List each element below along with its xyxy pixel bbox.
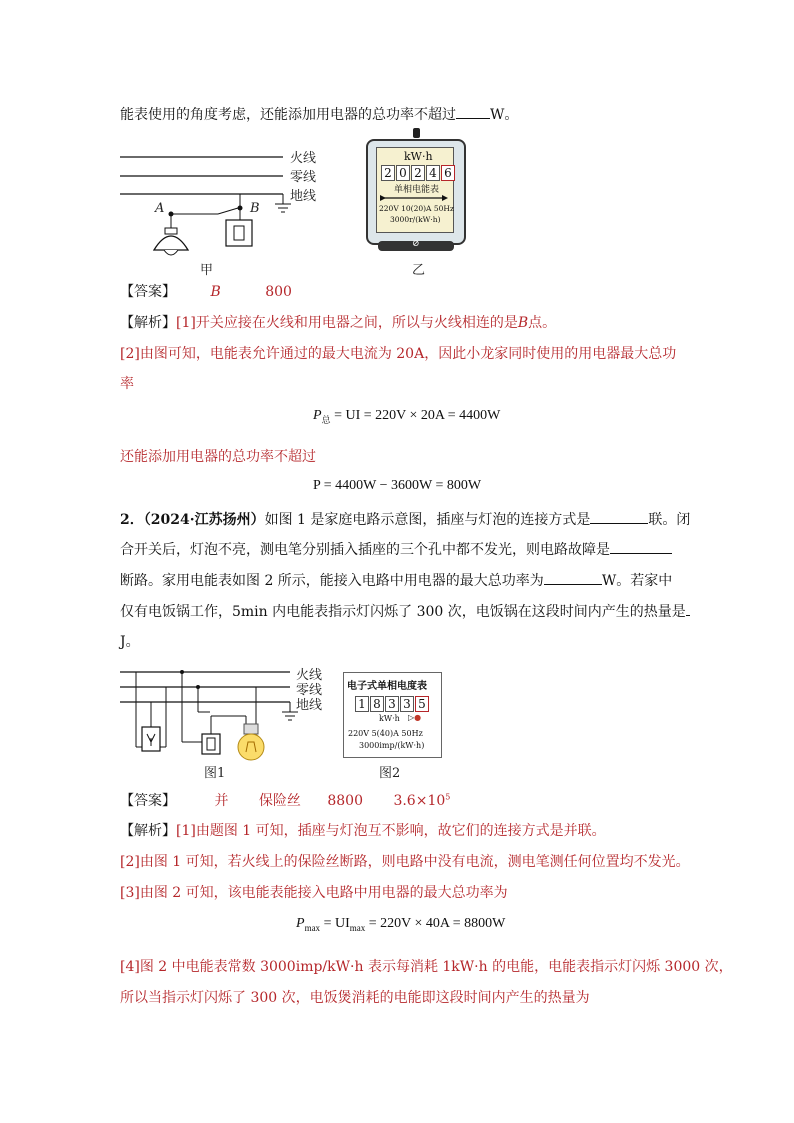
meter-digits: 2 0 2 4 6 — [381, 165, 456, 181]
q2-analysis-3: [3]由图 2 可知，该电能表能接入电路中用电器的最大总功率为 — [120, 885, 508, 901]
q2-analysis-4b: 所以当指示灯闪烁了 300 次，电饭煲消耗的电能即这段时间内产生的热量为 — [120, 990, 590, 1006]
q2-stem-line-5: J。 — [120, 634, 140, 650]
figure-caption-yi: 乙 — [412, 263, 426, 278]
q2-stem-line-2: 合开关后，灯泡不亮，测电笔分别插入插座的三个孔中都不发光，则电路故障是 — [120, 539, 672, 559]
lamp-shade-icon — [154, 236, 188, 250]
q2-analysis-4a: [4]图 2 中电能表常数 3000imp/kW·h 表示每消耗 1kW·h 的电能，电能表指示灯闪烁 3000 次， — [120, 959, 733, 975]
q2-answer: 【答案】 并 保险丝 8800 $3.6\times 10^5$ — [120, 792, 451, 809]
q1-analysis-2: [2]由图可知，电能表允许通过的最大电流为 20A，因此小龙家同时使用的用电器最大总功 — [120, 346, 677, 362]
q2-stem-line-4: 仅有电饭锅工作，5min 内电能表指示灯闪烁了 300 次，电饭锅在这段时间内产生的热量是 — [120, 601, 690, 621]
q2-blank-connection[interactable] — [590, 510, 648, 524]
q1-stem-line: 能表使用的角度考虑，还能添加用电器的总功率不超过 W。 — [120, 107, 519, 123]
q1-equation-1: $P_总$ = UI = 220V × 20A = 4400W — [313, 408, 501, 425]
q2-blank-fault[interactable] — [610, 540, 672, 554]
q1-meter-figure: kW·h 2 0 2 4 6 单相电能表 220V 10(20)A 50Hz 3000r/(kW·h) ⊘ 乙 — [366, 128, 466, 276]
q2-stem-line-3: 断路。家用电能表如图 2 所示，能接入电路中用电器的最大总功率为 W。若家中 — [120, 573, 673, 589]
q1-blank-power[interactable] — [456, 105, 490, 119]
q2-equation-1: $P_{max} = UI_{max} = 220V \times 40A = 8800W$ — [296, 916, 506, 933]
q1-circuit-figure: 火线 零线 地线 A B 甲 — [118, 142, 338, 280]
meter-hook-icon — [413, 128, 420, 138]
point-b-label: B — [250, 201, 260, 216]
figure-caption-2: 图2 — [379, 766, 401, 781]
q1-answer: 【答案】 B 800 — [120, 284, 292, 300]
q1-analysis-2b: 率 — [120, 376, 134, 392]
q2-stem-line-1: 2．（2024·江苏扬州）如图 1 是家庭电路示意图，插座与灯泡的连接方式是 联。闭 — [120, 512, 691, 528]
meter-arrow-icon — [380, 195, 448, 201]
q2-circuit-figure: 火线 零线 地线 图1 — [118, 662, 328, 780]
figure-caption-jia: 甲 — [200, 263, 214, 278]
q1-analysis-1: 【解析】[1]开关应接在火线和用电器之间，所以与火线相连的是B点。 — [120, 315, 557, 331]
bulb-cap — [244, 724, 258, 734]
q2-blank-heat[interactable] — [686, 602, 690, 616]
indicator-light-icon: ▷● — [408, 713, 422, 722]
meter-digits: 1 8 3 3 5 — [355, 696, 430, 712]
q2-analysis-2: [2]由图 1 可知，若火线上的保险丝断路，则电路中没有电流，测电笔测任何位置均不发光。 — [120, 854, 690, 870]
q1-equation-2: P = 4400W − 3600W = 800W — [313, 478, 482, 493]
q1-analysis-3: 还能添加用电器的总功率不超过 — [120, 449, 316, 465]
q2-meter-figure: 电子式单相电度表 1 8 3 3 5 kW·h ▷● 220V 5(40)A 50Hz 3000imp/(kW·h) 图2 — [343, 672, 443, 780]
q2-blank-max-power[interactable] — [544, 571, 602, 585]
figure-caption-1: 图1 — [204, 766, 226, 781]
light-bulb-icon — [238, 734, 264, 760]
q2-analysis-1: 【解析】[1]由题图 1 可知，插座与灯泡互不影响，故它们的连接方式是并联。 — [120, 823, 606, 839]
point-a-label: A — [155, 201, 165, 216]
